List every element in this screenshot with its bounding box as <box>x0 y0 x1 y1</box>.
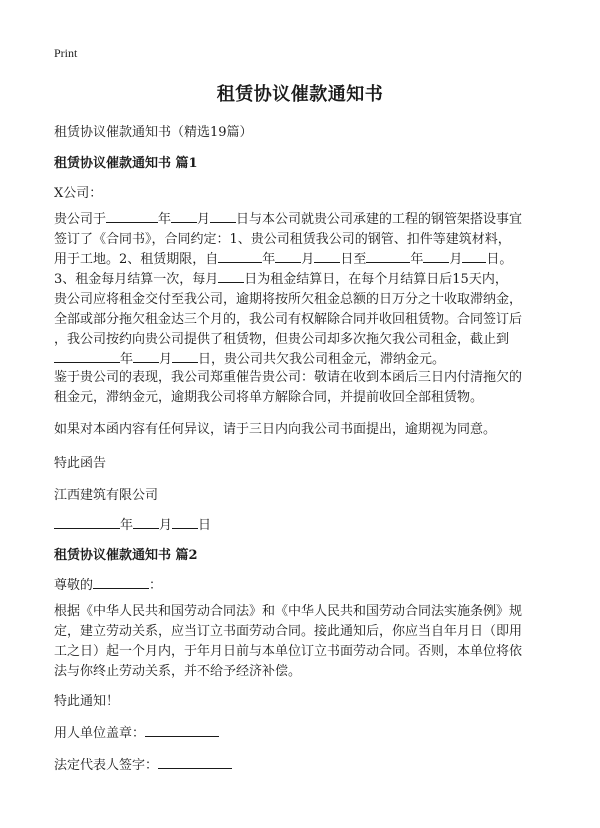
legal-rep-signature-line: 法定代表人签字： <box>54 754 232 773</box>
blank-field <box>275 250 301 263</box>
paragraph-line: 租金元，滞纳金元，逾期我公司将单方解除合同，并提前收回全部租赁物。 <box>54 390 484 405</box>
blank-field <box>171 210 197 223</box>
closing-text: 特此函告 <box>54 456 107 471</box>
blank-field <box>218 270 244 283</box>
signature-date: 年 月 日 <box>54 514 211 533</box>
page-title: 租赁协议催款通知书 <box>216 84 384 105</box>
paragraph-line: 根据《中华人民共和国劳动合同法》和《中华人民共和国劳动合同法实施条例》规 <box>54 604 523 619</box>
blank-field <box>158 756 232 769</box>
section-heading-2: 租赁协议催款通知书 篇2 <box>54 548 198 563</box>
paragraph-line: 工之日）起一个月内，于年月日前与本单位订立书面劳动合同。否则，本单位将依 <box>54 644 523 659</box>
blank-field <box>423 250 449 263</box>
paragraph-line: 法与你终止劳动关系，并不给予经济补偿。 <box>54 664 302 679</box>
paragraph-4 <box>54 602 551 682</box>
salutation: X公司： <box>54 186 103 201</box>
paragraph-3: 如果对本函内容有任何异议，请于三日内向我公司书面提出，逾期视为同意。 <box>54 422 497 437</box>
paragraph-line: 签订了《合同书》，合同约定：1、贵公司租赁我公司的钢管、扣件等建筑材料， <box>54 232 511 247</box>
paragraph-line: 定，建立劳动关系，应当订立书面劳动合同。接此通知后，你应当自年月日（即用 <box>54 624 523 639</box>
blank-field <box>210 210 236 223</box>
paragraph-line: 鉴于贵公司的表现，我公司郑重催告贵公司：敬请在收到本函后三日内付清拖欠的 <box>54 370 523 385</box>
employer-seal-line: 用人单位盖章： <box>54 722 219 741</box>
salutation-2: 尊敬的 ： <box>54 578 163 593</box>
blank-field <box>366 250 410 263</box>
blank-field <box>133 350 159 363</box>
blank-field <box>54 516 120 529</box>
paragraph-2 <box>54 368 551 408</box>
paragraph-line: ，我公司按约向贵公司提供了租赁物，但贵公司却多次拖欠我公司租金，截止到 <box>54 332 510 347</box>
paragraph-line: 贵公司于 年 月 日与本公司就贵公司承建的工程的钢管架搭设事宜 <box>54 212 523 227</box>
paragraph-line: 3、租金每月结算一次，每月 日为租金结算日，在每个月结算日后15天内， <box>54 272 508 287</box>
company-name: 江西建筑有限公司 <box>54 488 159 503</box>
paragraph-line: 全部或部分拖欠租金达三个月的，我公司有权解除合同并收回租赁物。合同签订后 <box>54 312 523 327</box>
print-link[interactable]: Print <box>54 46 78 60</box>
blank-field <box>145 724 219 737</box>
paragraph-1 <box>54 210 551 370</box>
blank-field <box>54 350 120 363</box>
paragraph-line: 贵公司应将租金交付至我公司，逾期将按所欠租金总额的日万分之十收取滞纳金， <box>54 292 523 307</box>
blank-field <box>133 516 159 529</box>
blank-field <box>218 250 262 263</box>
blank-field <box>172 350 198 363</box>
notice-text: 特此通知！ <box>54 694 120 709</box>
blank-field <box>314 250 340 263</box>
section-heading-1: 租赁协议催款通知书 篇1 <box>54 156 198 171</box>
paragraph-line: 用于工地。2、租赁期限，自 年 月 日至 年 月 日。 <box>54 252 513 267</box>
paragraph-line: 年 月 日，贵公司共欠我公司租金元，滞纳金元。 <box>54 350 551 370</box>
blank-field <box>106 210 158 223</box>
blank-field <box>172 516 198 529</box>
blank-field <box>462 250 486 263</box>
blank-field <box>93 576 149 589</box>
document-subtitle: 租赁协议催款通知书（精选19篇） <box>54 125 253 140</box>
